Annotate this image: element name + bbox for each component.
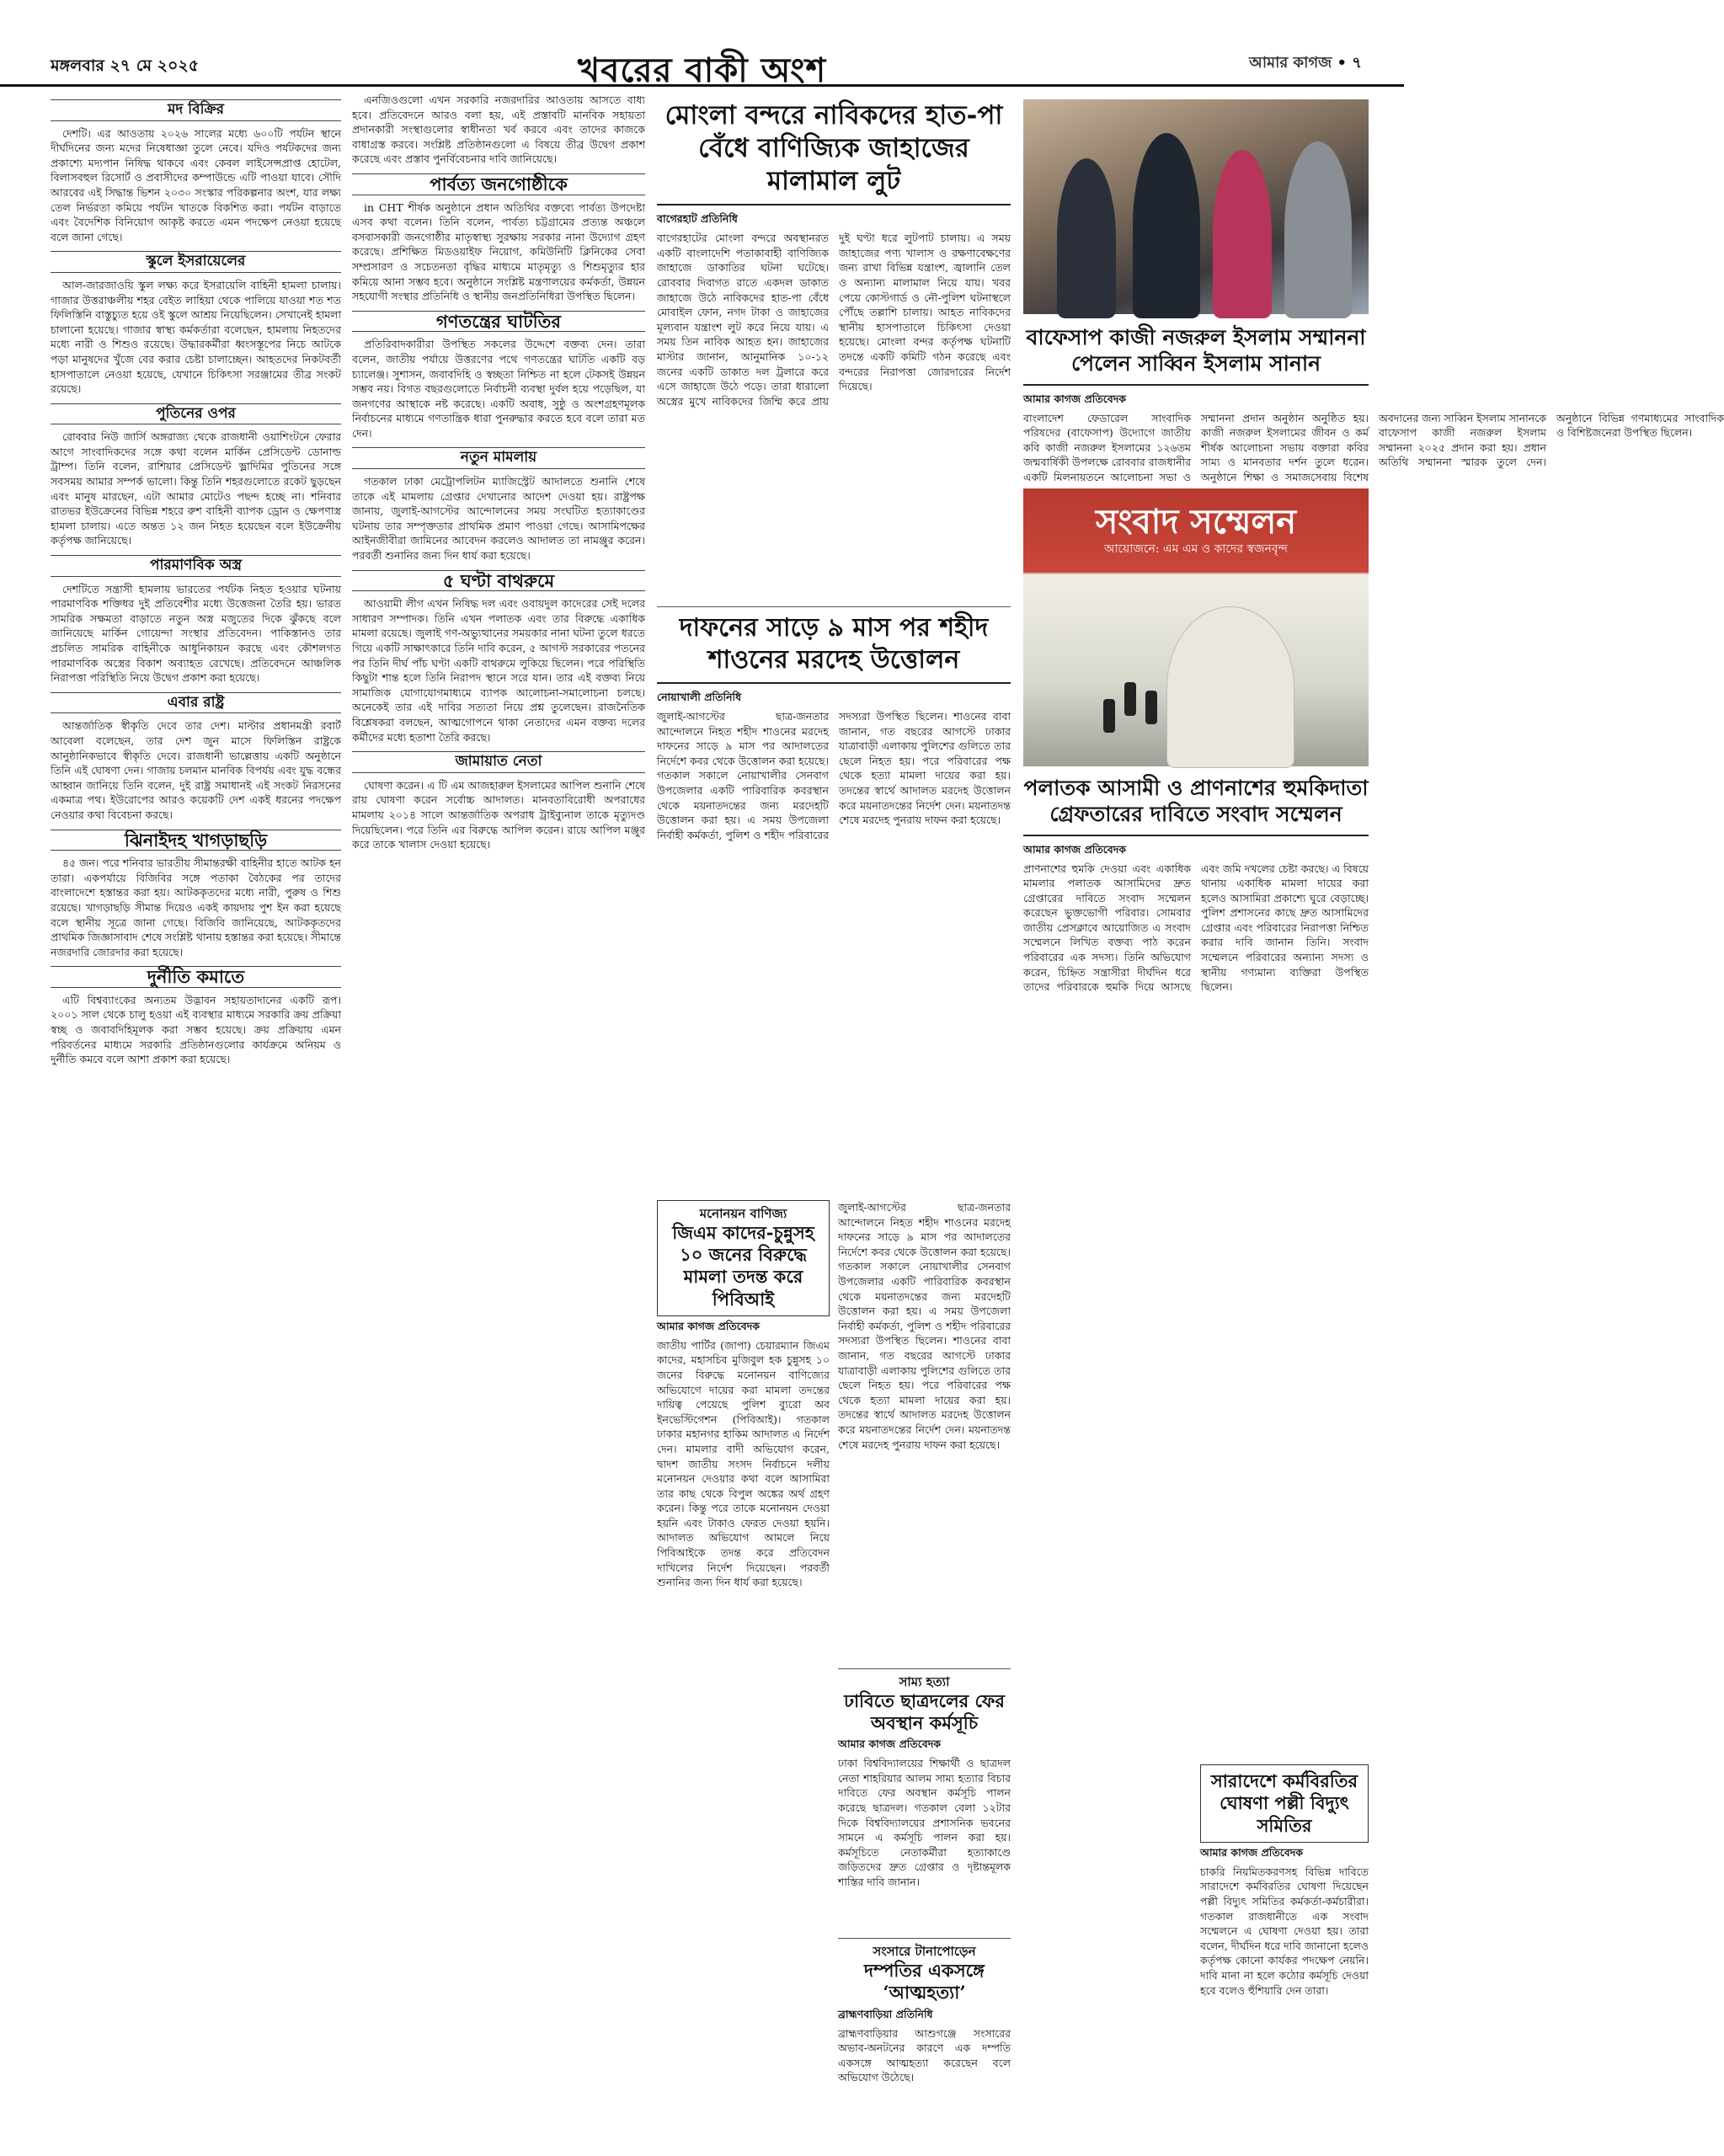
section-heading: নতুন মামলায় — [352, 447, 645, 469]
column-1 — [51, 93, 341, 2139]
article-body: জুলাই-আগস্টের ছাত্র-জনতার আন্দোলনে নিহত শহীদ শাওনের মরদেহ দাফনের সাড়ে ৯ মাস পর আদালতের নির্দেশে কবর থেকে উত্তোলন করা হয়েছে। গতকাল সকালে নোয়াখালীর সেনবাগ উপজেলার একটি পারিবারিক কবরস্থান থেকে ময়নাতদন্তের জন্য মরদেহটি উত্তোলন করা হয়। এ সময় উপজেলা নির্বাহী কর্মকর্তা, পুলিশ ও শহীদ পরিবারের সদস্যরা উপস্থিত ছিলেন। শাওনের বাবা জানান, গত বছরের আগস্টে ঢাকার যাত্রাবাড়ী এলাকায় পুলিশের গুলিতে তার ছেলে নিহত হয়। পরে পরিবারের পক্ষ থেকে হত্যা মামলা দায়ের করা হয়। তদন্তের স্বার্থে আদালত মরদেহ উত্তোলন করে ময়নাতদন্তের নির্দেশ দেন। ময়নাতদন্ত শেষে মরদেহ পুনরায় দাফন করা হয়েছে। — [657, 710, 1011, 841]
article-gm-quader — [657, 1200, 830, 2130]
section-text: আল-জারজাওয়ি স্কুল লক্ষ্য করে ইসরায়েলি বাহিনী হামলা চালায়। গাজার উত্তরাঞ্চলীয় শহর বেইত লাহিয়া থেকে পালিয়ে যাওয়া শত শত ফিলিস্তিনি বাস্তুচ্যুত হয়ে ওই স্কুলে আশ্রয় নিয়েছিলেন। সেখানেই হামলা চালানো হয়েছে। গাজার স্বাস্থ্য কর্মকর্তারা বলেছেন, হামলায় নিহতদের মধ্যে নারী ও শিশুও রয়েছে। উদ্ধারকর্মীরা ধ্বংসস্তূপের নিচে আটকে পড়া মানুষদের খুঁজে বের করার চেষ্টা চালাচ্ছেন। আহতদের নিকটবর্তী হাসপাতালে নেওয়া হয়েছে, যেখানে চিকিৎসা সরঞ্জামের তীব্র সংকট রয়েছে। — [51, 278, 341, 396]
headline: দাফনের সাড়ে ৯ মাস পর শহীদ শাওনের মরদেহ উত্তোলন — [679, 613, 989, 675]
column-2 — [352, 93, 645, 2139]
article-body: জাতীয় পার্টির (জাপা) চেয়ারম্যান জিএম কাদের, মহাসচিব মুজিবুল হক চুন্নুসহ ১০ জনের বিরুদ্ধে মনোনয়ন বাণিজ্যের অভিযোগে দায়ের করা মামলা তদন্তের দায়িত্ব পেয়েছে পুলিশ ব্যুরো অব ইনভেস্টিগেশন (পিবিআই)। গতকাল ঢাকার মহানগর হাকিম আদালত এ নির্দেশ দেন। মামলার বাদী অভিযোগ করেন, দ্বাদশ জাতীয় সংসদ নির্বাচনে দলীয় মনোনয়ন দেওয়ার কথা বলে আসামিরা তার কাছ থেকে বিপুল অঙ্কের অর্থ গ্রহণ করেন। কিন্তু পরে তাকে মনোনয়ন দেওয়া হয়নি এবং টাকাও ফেরত দেওয়া হয়নি। আদালত অভিযোগ আমলে নিয়ে পিবিআইকে তদন্ত করে প্রতিবেদন দাখিলের নির্দেশ দিয়েছেন। পরবর্তী শুনানির জন্য দিন ধার্য করা হয়েছে। — [657, 1338, 830, 1589]
section-heading: এবার রাষ্ট্র — [51, 692, 341, 714]
section-heading: জামায়াত নেতা — [352, 751, 645, 773]
section-text: in CHT শীর্ষক অনুষ্ঠানে প্রধান অতিথির বক্তব্যে পার্বত্য উপদেষ্টা এসব কথা বলেন। তিনি বলেন, পার্বত্য চট্টগ্রামের প্রত্যন্ত অঞ্চলে বসবাসকারী জনগোষ্ঠীর মাতৃস্বাস্থ্য সুরক্ষায় সরকার নানা উদ্যোগ গ্রহণ করেছে। প্রশিক্ষিত মিডওয়াইফ নিয়োগ, কমিউনিটি ক্লিনিকের সেবা সম্প্রসারণ ও সচেতনতা বৃদ্ধির মাধ্যমে মাতৃমৃত্যু ও শিশুমৃত্যুর হার কমিয়ে আনা সম্ভব হবে। অনুষ্ঠানে সংশ্লিষ্ট মন্ত্রণালয়ের কর্মকর্তা, উন্নয়ন সহযোগী সংস্থার প্রতিনিধি ও স্থানীয় জনপ্রতিনিধিরা উপস্থিত ছিলেন। — [352, 200, 645, 303]
section-heading: গণতন্ত্রের ঘাটতির — [352, 311, 645, 333]
byline: আমার কাগজ প্রতিবেদক — [657, 1319, 761, 1332]
section-text: এটি বিশ্বব্যাংকের অন্যতম উদ্ভাবন সহায়তাদানের একটি রূপ। ২০০১ সাল থেকে চালু হওয়া এই ব্যবস্থার মাধ্যমে সরকারি ক্রয় প্রক্রিয়া স্বচ্ছ ও জবাবদিহিমূলক করা সম্ভব হয়েছে। ক্রয় প্রক্রিয়ায় এমন পরিবর্তনের মাধ্যমে সরকারি প্রতিষ্ঠানগুলোর কার্যক্রমে অনিয়ম ও দুর্নীতি কমবে বলে আশা প্রকাশ করা হয়েছে। — [51, 993, 341, 1066]
header-title: খবরের বাকী অংশ — [577, 51, 827, 90]
article-bafesap — [1023, 324, 1724, 495]
article-mongla — [657, 99, 1011, 652]
person-figure — [1284, 141, 1352, 318]
kicker: সংসারে টানাপোড়েন — [873, 1944, 976, 1960]
banner-subtitle: আয়োজনে: এম এম ও কাদের স্বজনবৃন্দ — [1104, 542, 1288, 556]
speaker-figure — [1166, 606, 1294, 768]
article-body: প্রাণনাশের হুমকি দেওয়া এবং একাধিক মামলার পলাতক আসামিদের দ্রুত গ্রেপ্তারের দাবিতে সংবাদ সম্মেলন করেছেন ভুক্তভোগী পরিবার। সোমবার জাতীয় প্রেসক্লাবে আয়োজিত এ সংবাদ সম্মেলনে লিখিত বক্তব্য পাঠ করেন পরিবারের এক সদস্য। তিনি অভিযোগ করেন, চিহ্নিত সন্ত্রাসীরা দীর্ঘদিন ধরে তাদের পরিবারকে হুমকি দিয়ে আসছে এবং জমি দখলের চেষ্টা করছে। এ বিষয়ে থানায় একাধিক মামলা দায়ের করা হলেও আসামিরা প্রকাশ্যে ঘুরে বেড়াচ্ছে। পুলিশ প্রশাসনের কাছে দ্রুত আসামিদের গ্রেপ্তার এবং পরিবারের নিরাপত্তা নিশ্চিত করার দাবি জানান তিনি। সংবাদ সম্মেলনে পরিবারের অন্যান্য সদস্য ও স্থানীয় গণ্যমান্য ব্যক্তিরা উপস্থিত ছিলেন। — [1023, 862, 1369, 994]
byline: আমার কাগজ প্রতিবেদক — [1200, 1845, 1304, 1859]
article-saamy — [838, 1200, 1011, 2085]
page-header — [0, 0, 1404, 90]
headline: ঢাবিতে ছাত্রদলের ফের অবস্থান কর্মসূচি — [844, 1689, 1005, 1733]
section-text: ৪৫ জন। পরে শনিবার ভারতীয় সীমান্তরক্ষী বাহিনীর হাতে আটক হন তারা। একপর্যায়ে বিজিবির সঙ্গে পতাকা বৈঠকের পর তাদের বাংলাদেশে হস্তান্তর করা হয়। আটককৃতদের মধ্যে নারী, পুরুষ ও শিশু রয়েছে। খাগড়াছড়ি সীমান্ত দিয়েও একই কায়দায় পুশ ইন করা হয়েছে বলে স্থানীয় সূত্রে জানা গেছে। বিজিবি জানিয়েছে, আটককৃতদের প্রাথমিক জিজ্ঞাসাবাদ শেষে সংশ্লিষ্ট থানায় হস্তান্তর করা হয়েছে। সীমান্তে নজরদারি জোরদার করা হয়েছে। — [51, 857, 341, 958]
article-body: ব্রাহ্মণবাড়িয়ার আশুগঞ্জে সংসারের অভাব-অনটনের কারণে এক দম্পতি একসঙ্গে আত্মহত্যা করেছেন বলে অভিযোগ উঠেছে। — [838, 2026, 1011, 2084]
section-heading: পার্বত্য জনগোষ্ঠীকে — [352, 173, 645, 195]
kicker: সাম্য হত্যা — [899, 1674, 950, 1689]
banner-title: সংবাদ সম্মেলন — [1095, 502, 1297, 542]
article-palli-bidyut — [1200, 1764, 1369, 2143]
article-press-conference — [1023, 775, 1369, 1712]
section-text: আন্তর্জাতিক স্বীকৃতি দেবে তার দেশ। মাল্টার প্রধানমন্ত্রী রবার্ট আবেলা বলেছেন, তার দেশ জুন মাসে ফিলিস্তিন রাষ্ট্রকে আনুষ্ঠানিকভাবে স্বীকৃতি দেবে। রাজধানী ভাল্লেত্তায় একটি অনুষ্ঠানে তিনি এই ঘোষণা দেন। গাজায় চলমান মানবিক বিপর্যয় এবং যুদ্ধ বন্ধের আহ্বান জানিয়ে তিনি বলেন, দুই রাষ্ট্র সমাধানই এই সংকট নিরসনের একমাত্র পথ। ইউরোপের আরও কয়েকটি দেশ একই ধরনের পদক্ষেপ নেওয়ার কথা বিবেচনা করছে। — [51, 719, 341, 821]
section-heading: মদ বিক্রির — [51, 99, 341, 121]
article-body: চাকরি নিয়মিতকরণসহ বিভিন্ন দাবিতে সারাদেশে কর্মবিরতির ঘোষণা দিয়েছেন পল্লী বিদ্যুৎ সমিতির কর্মকর্তা-কর্মচারীরা। গতকাল রাজধানীতে এক সংবাদ সম্মেলনে এ ঘোষণা দেওয়া হয়। তারা বলেন, দীর্ঘদিন ধরে দাবি জানানো হলেও কর্তৃপক্ষ কোনো কার্যকর পদক্ষেপ নেয়নি। দাবি মানা না হলে কঠোর কর্মসূচি দেওয়া হবে বলেও হুঁশিয়ারি দেন তারা। — [1200, 1865, 1369, 1997]
article-shaon — [657, 606, 1011, 1181]
section-text: দেশটি। এর আওতায় ২০২৬ সালের মধ্যে ৬০০টি পর্যটন স্থানে দীর্ঘদিনের জন্য মদের নিষেধাজ্ঞা তুলে নেবে। যদিও পর্যটকদের জন্য প্রকাশ্যে মদ্যপান নিষিদ্ধ থাকবে এবং কেবল লাইসেন্সপ্রাপ্ত হোটেল, বিলাসবহুল রিসোর্ট ও প্রবাসীদের কম্পাউন্ডে এটি পাওয়া যাবে। সৌদি আরবের এই সিদ্ধান্ত ভিশন ২০৩০ সংস্কার পরিকল্পনার অংশ, যার লক্ষ্য তেল নির্ভরতা কমিয়ে পর্যটন খাতকে বিকশিত করা। পর্যটন বাড়াতে এবং বৈদেশিক বিনিয়োগ আকৃষ্ট করতে এমন পদক্ষেপ নেওয়া হয়েছে বলে জানা গেছে। — [51, 126, 341, 243]
article-body: বাগেরহাটের মোংলা বন্দরে অবস্থানরত একটি বাংলাদেশি পতাকাবাহী বাণিজ্যিক জাহাজে ডাকাতির ঘটনা ঘটেছে। রোববার দিবাগত রাতে একদল ডাকাত জাহাজে উঠে নাবিকদের হাত-পা বেঁধে মোবাইল ফোন, নগদ টাকা ও জাহাজের মূল্যবান যন্ত্রাংশ লুট করে নিয়ে যায়। এ সময় তিন নাবিক আহত হন। জাহাজের মাস্টার জানান, আনুমানিক ১০-১২ জনের একটি ডাকাত দল ট্রলারে করে এসে জাহাজে উঠে পড়ে। তারা ধারালো অস্ত্রের মুখে নাবিকদের জিম্মি করে প্রায় দুই ঘণ্টা ধরে লুটপাট চালায়। এ সময় জাহাজের পণ্য খালাস ও রক্ষণাবেক্ষণের জন্য রাখা বিভিন্ন যন্ত্রাংশ, জ্বালানি তেল ও অন্যান্য মালামাল নিয়ে যায়। খবর পেয়ে কোস্টগার্ড ও নৌ-পুলিশ ঘটনাস্থলে পৌঁছে তল্লাশি চালায়। আহত নাবিকদের স্থানীয় হাসপাতালে চিকিৎসা দেওয়া হয়েছে। মোংলা বন্দর কর্তৃপক্ষ ঘটনাটি তদন্তে একটি কমিটি গঠন করেছে এবং বন্দরের নিরাপত্তা জোরদারের নির্দেশ দিয়েছে। — [657, 232, 1011, 408]
byline: আমার কাগজ প্রতিবেদক — [1023, 392, 1127, 405]
microphone-icon — [1124, 682, 1136, 716]
byline: বাগেরহাট প্রতিনিধি — [657, 212, 738, 226]
byline: ব্রাহ্মণবাড়িয়া প্রতিনিধি — [838, 2007, 933, 2020]
section-heading: ঝিনাইদহ খাগড়াছড়ি — [51, 830, 341, 851]
article-continued: জুলাই-আগস্টের ছাত্র-জনতার আন্দোলনে নিহত শহীদ শাওনের মরদেহ দাফনের সাড়ে ৯ মাস পর আদালতের নির্দেশে কবর থেকে উত্তোলন করা হয়েছে। গতকাল সকালে নোয়াখালীর সেনবাগ উপজেলার একটি পারিবারিক কবরস্থান থেকে ময়নাতদন্তের জন্য মরদেহটি উত্তোলন করা হয়। এ সময় উপজেলা নির্বাহী কর্মকর্তা, পুলিশ ও শহীদ পরিবারের সদস্যরা উপস্থিত ছিলেন। শাওনের বাবা জানান, গত বছরের আগস্টে ঢাকার যাত্রাবাড়ী এলাকায় পুলিশের গুলিতে তার ছেলে নিহত হয়। পরে পরিবারের পক্ষ থেকে হত্যা মামলা দায়ের করা হয়। তদন্তের স্বার্থে আদালত মরদেহ উত্তোলন করে ময়নাতদন্তের নির্দেশ দেন। ময়নাতদন্ত শেষে মরদেহ পুনরায় দাফন করা হয়েছে। — [838, 1201, 1011, 1451]
section-text: গতকাল ঢাকা মেট্রোপলিটন ম্যাজিস্ট্রেট আদালতে শুনানি শেষে তাকে এই মামলায় গ্রেপ্তার দেখানোর আদেশ দেওয়া হয়। রাষ্ট্রপক্ষ জানায়, জুলাই-আগস্টের আন্দোলনের সময় সংঘটিত হত্যাকাণ্ডের ঘটনায় তার সম্পৃক্ততার প্রাথমিক প্রমাণ পাওয়া গেছে। আসামিপক্ষের আইনজীবীরা জামিনের আবেদন করলেও আদালত তা নামঞ্জুর করেন। পরবর্তী শুনানির জন্য দিন ধার্য করা হয়েছে। — [352, 475, 645, 563]
section-text: এনজিওগুলো এখন সরকারি নজরদারির আওতায় আসতে বাধ্য হবে। প্রতিবেদনে আরও বলা হয়, এই প্রস্তাবটি মানবিক সহায়তা প্রদানকারী সংস্থাগুলোর স্বাধীনতা খর্ব করবে এবং তাদের কাজকে বাধাগ্রস্ত করবে। সংশ্লিষ্ট প্রতিষ্ঠানগুলো এ বিষয়ে তীব্র উদ্বেগ প্রকাশ করেছে এবং প্রস্তাব পুনর্বিবেচনার দাবি জানিয়েছে। — [352, 93, 645, 166]
header-masthead: আমার কাগজ • ৭ — [1249, 54, 1362, 72]
article-body: ঢাকা বিশ্ববিদ্যালয়ের শিক্ষার্থী ও ছাত্রদল নেতা শাহরিয়ার আলম সাম্য হত্যার বিচার দাবিতে ফের অবস্থান কর্মসূচি পালন করেছে ছাত্রদল। গতকাল বেলা ১২টার দিকে বিশ্ববিদ্যালয়ের প্রশাসনিক ভবনের সামনে এ কর্মসূচি পালন করা হয়। কর্মসূচিতে নেতাকর্মীরা হত্যাকাণ্ডে জড়িতদের দ্রুত গ্রেপ্তার ও দৃষ্টান্তমূলক শাস্তির দাবি জানান। — [838, 1757, 1011, 1888]
section-heading: পারমাণবিক অস্ত্র — [51, 555, 341, 577]
microphone-icon — [1103, 699, 1115, 733]
byline: আমার কাগজ প্রতিবেদক — [1023, 842, 1127, 856]
section-heading: পুতিনের ওপর — [51, 403, 341, 425]
microphone-icon — [1145, 691, 1157, 724]
section-text: দেশটিতে সন্ত্রাসী হামলায় ভারতের পর্যটক নিহত হওয়ার ঘটনায় পারমাণবিক শক্তিধর দুই প্রতিবেশীর মধ্যে উত্তেজনা তৈরি হয়। ভারত সামরিক সক্ষমতা বাড়াতে নতুন অস্ত্র মজুতের দিকে ঝুঁকছে বলে জানিয়েছে মার্কিন গোয়েন্দা সংস্থার প্রতিবেদন। পাকিস্তানও তার প্রচলিত সামরিক বাহিনীকে আধুনিকায়ন করছে এবং কৌশলগত পারমাণবিক অস্ত্রের বিকাশ অব্যাহত রেখেছে। প্রতিবেদনে আঞ্চলিক নিরাপত্তা পরিস্থিতি নিয়ে উদ্বেগ প্রকাশ করা হয়েছে। — [51, 582, 341, 685]
headline: বাফেসাপ কাজী নজরুল ইসলাম সম্মাননা পেলেন সাব্বিন ইসলাম সানান — [1026, 325, 1366, 376]
person-figure — [1213, 150, 1272, 318]
page-number: ৭ — [1352, 54, 1362, 72]
article-body: বাংলাদেশ ফেডারেল সাংবাদিক পরিষদের (বাফেসাপ) উদ্যোগে জাতীয় কবি কাজী নজরুল ইসলামের ১২৬তম জন্মবার্ষিকী উপলক্ষে রোববার রাজধানীর একটি মিলনায়তনে আলোচনা সভা ও সম্মাননা প্রদান অনুষ্ঠান অনুষ্ঠিত হয়। কাজী নজরুল ইসলামের জীবন ও কর্ম শীর্ষক আলোচনা সভায় বক্তারা কবির সাম্য ও মানবতার দর্শন তুলে ধরেন। অনুষ্ঠানে শিক্ষা ও সমাজসেবায় বিশেষ অবদানের জন্য সাব্বিন ইসলাম সানানকে বাফেসাপ কাজী নজরুল ইসলাম সম্মাননা ২০২৫ প্রদান করা হয়। প্রধান অতিথি সম্মাননা স্মারক তুলে দেন। অনুষ্ঠানে বিভিন্ন গণমাধ্যমের সাংবাদিক ও বিশিষ্টজনেরা উপস্থিত ছিলেন। — [1023, 411, 1724, 483]
section-text: আওয়ামী লীগ এখন নিষিদ্ধ দল এবং ওবায়দুল কাদেরের সেই দলের সাধারণ সম্পাদক। তিনি এখন পলাতক এবং তার বিরুদ্ধে একাধিক মামলা রয়েছে। জুলাই গণ-অভ্যুত্থানের সময়কার নানা ঘটনা তুলে ধরতে গিয়ে একটি সাক্ষাৎকারে তিনি দাবি করেন, ৫ আগস্ট সরকারের পতনের পর তিনি দীর্ঘ পাঁচ ঘণ্টা একটি বাথরুমে লুকিয়ে ছিলেন। পরে পরিস্থিতি কিছুটা শান্ত হলে তিনি নিরাপদ স্থানে সরে যান। তার এই বক্তব্য নিয়ে সামাজিক যোগাযোগমাধ্যমে ব্যাপক আলোচনা-সমালোচনা চলছে। অনেকেই তার এই দাবির সত্যতা নিয়ে প্রশ্ন তুলেছেন। রাজনৈতিক বিশ্লেষকরা বলছেন, আত্মগোপনে থাকা নেতাদের এমন বক্তব্য দলের কর্মীদের মধ্যে হতাশা তৈরি করছে। — [352, 597, 645, 744]
header-date: মঙ্গলবার ২৭ মে ২০২৫ — [51, 56, 200, 75]
section-heading: দুর্নীতি কমাতে — [51, 966, 341, 988]
newspaper-logo: আমার কাগজ — [1249, 54, 1332, 72]
section-text: প্রতিরিবাদকারীরা উপস্থিত সকলের উদ্দেশে বক্তব্য দেন। তারা বলেন, জাতীয় পর্যায়ে উত্তরণের পথে গণতন্ত্রের ঘাটতি একটি বড় চ্যালেঞ্জ। সুশাসন, জবাবদিহি ও স্বচ্ছতা নিশ্চিত না হলে টেকসই উন্নয়ন সম্ভব নয়। বিগত বছরগুলোতে নির্বাচনী ব্যবস্থা দুর্বল হয়ে পড়েছিল, যা জনগণের আস্থাকে নষ্ট করেছে। একটি অবাধ, সুষ্ঠু ও অংশগ্রহণমূলক নির্বাচনের মাধ্যমে গণতান্ত্রিক ধারা পুনরুদ্ধার করতে হবে বলে তারা মত দেন। — [352, 338, 645, 440]
section-text: রোববার নিউ জার্সি অঙ্গরাজ্য থেকে রাজধানী ওয়াশিংটনে ফেরার আগে সাংবাদিকদের সঙ্গে কথা বলেন মার্কিন প্রেসিডেন্ট ডোনাল্ড ট্রাম্প। তিনি বলেন, রাশিয়ার প্রেসিডেন্ট ভ্লাদিমির পুতিনের সঙ্গে সবসময় আমার সম্পর্ক ভালো। কিন্তু তিনি শহরগুলোতে রকেট ছুড়ছেন এবং মানুষ মারছেন, এটা আমার মোটেও পছন্দ হচ্ছে না। শনিবার রাতভর ইউক্রেনের বিভিন্ন শহরে রুশ বাহিনী ব্যাপক ড্রোন ও ক্ষেপণাস্ত্র হামলা চালায়। এতে অন্তত ১২ জন নিহত হয়েছেন বলে ইউক্রেনীয় কর্তৃপক্ষ জানিয়েছে। — [51, 430, 341, 547]
kicker: মনোনয়ন বাণিজ্য — [699, 1206, 787, 1221]
headline: পলাতক আসামী ও প্রাণনাশের হুমকিদাতা গ্রেফতারের দাবিতে সংবাদ সম্মেলন — [1023, 776, 1369, 827]
headline: মোংলা বন্দরে নাবিকদের হাত-পা বেঁধে বাণিজ্যিক জাহাজের মালামাল লুট — [665, 100, 1003, 196]
headline: সারাদেশে কর্মবিরতির ঘোষণা পল্লী বিদ্যুৎ সমিতির — [1210, 1770, 1358, 1836]
section-heading: স্কুলে ইসরায়েলের — [51, 251, 341, 273]
byline: আমার কাগজ প্রতিবেদক — [838, 1737, 942, 1751]
person-figure — [1057, 158, 1116, 318]
press-conference-photo — [1023, 488, 1369, 766]
headline: জিএম কাদের-চুন্নুসহ ১০ জনের বিরুদ্ধে মামলা তদন্ত করে পিবিআই — [672, 1221, 814, 1310]
headline: দম্পতির একসঙ্গে ‘আত্মহত্যা’ — [864, 1960, 985, 2004]
section-text: ঘোষণা করেন। এ টি এম আজহারুল ইসলামের আপিল শুনানি শেষে রায় ঘোষণা করেন সর্বোচ্চ আদালত। মানবতাবিরোধী অপরাধের মামলায় ২০১৪ সালে আন্তর্জাতিক অপরাধ ট্রাইব্যুনাল তাকে মৃত্যুদণ্ড দিয়েছিলেন। পরে তিনি এর বিরুদ্ধে আপিল করেন। রায়ে আপিল মঞ্জুর করে তাকে খালাস দেওয়া হয়েছে। — [352, 778, 645, 851]
section-heading: ৫ ঘণ্টা বাথরুমে — [352, 570, 645, 592]
person-figure — [1133, 133, 1200, 318]
award-photo — [1023, 99, 1369, 314]
byline: নোয়াখালী প্রতিনিধি — [657, 691, 742, 703]
